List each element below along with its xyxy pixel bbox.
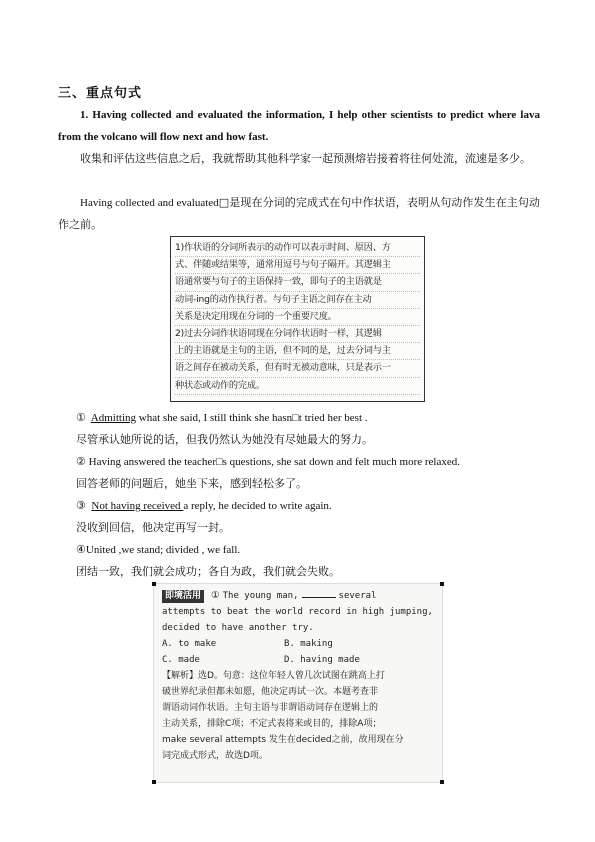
example-number: ② xyxy=(76,456,86,468)
example-number: ④ xyxy=(76,544,86,556)
example-3 xyxy=(76,497,332,515)
option-c: C. made xyxy=(162,655,200,665)
example-text: what she said, I still think she hasn□t tried her best . xyxy=(136,412,368,424)
corner-marker xyxy=(152,780,156,784)
option-b: B. making xyxy=(284,639,333,649)
option-row xyxy=(162,652,434,668)
example-2-translation: 回答老师的问题后，她坐下来，感到轻松多了。 xyxy=(76,477,307,490)
example-underlined: Not having received xyxy=(91,500,184,512)
explanation-phrase: Having collected and evaluated xyxy=(80,197,219,209)
analysis-line: 破世界纪录但都未如愿，他决定再试一次。本题考查非 xyxy=(162,687,379,697)
example-2 xyxy=(76,453,460,471)
analysis-line: 【解析】选D。句意：这位年轻人曾几次试图在跳高上打 xyxy=(162,671,385,681)
exercise-stem: several xyxy=(338,591,377,601)
example-4-translation: 团结一致，我们就会成功；各自为政，我们就会失败。 xyxy=(76,565,340,578)
section-heading: 三、重点句式 xyxy=(58,86,143,101)
corner-marker xyxy=(440,780,444,784)
grammar-explanation xyxy=(58,192,540,236)
corner-marker xyxy=(440,582,444,586)
note-line: 式、伴随或结果等，通常用逗号与句子隔开。其逻辑主 xyxy=(175,257,420,274)
note-line: 2)过去分词作状语同现在分词作状语时一样，其逻辑 xyxy=(175,326,420,343)
exercise-header xyxy=(162,588,434,604)
example-4 xyxy=(76,541,240,559)
analysis-line: 谓语动词作状语。主句主语与非谓语动词存在逻辑上的 xyxy=(162,703,379,713)
exercise-image xyxy=(153,583,443,783)
note-line: 1)作状语的分词所表示的动作可以表示时间、原因、方 xyxy=(175,240,420,257)
note-line: 种状态或动作的完成。 xyxy=(175,378,420,395)
grammar-note-image xyxy=(170,236,425,402)
example-number: ③ xyxy=(76,500,86,512)
example-3-translation: 没收到回信，他决定再写一封。 xyxy=(76,521,230,534)
exercise-stem: The young man, xyxy=(222,591,299,601)
analysis-line: 主动关系，排除C项；不定式表将来或目的，排除A项； xyxy=(162,719,382,729)
key-sentence-text: 1. Having collected and evaluated the information, I help other scientists to predict where lava from the volcano will flow next and how fast. xyxy=(58,109,540,143)
option-row xyxy=(162,636,434,652)
example-number: ① xyxy=(76,412,86,424)
note-line: 语通常要与句子的主语保持一致，即句子的主语就是 xyxy=(175,274,420,291)
example-text: Having answered the teacher□s questions, she sat down and felt much more relaxed. xyxy=(85,456,460,468)
example-1 xyxy=(76,409,368,427)
example-text: a reply, he decided to write again. xyxy=(183,500,332,512)
note-line: 语之间存在被动关系，但有时无被动意味，只是表示一 xyxy=(175,360,420,377)
example-1-translation: 尽管承认她所说的话，但我仍然认为她没有尽她最大的努力。 xyxy=(76,433,373,446)
key-sentence-english xyxy=(58,104,540,148)
key-sentence-translation: 收集和评估这些信息之后，我就帮助其他科学家一起预测熔岩接着将往何处流，流速是多少。 xyxy=(80,152,531,165)
exercise-number: ① xyxy=(211,590,220,601)
note-line: 关系是决定用现在分词的一个重要尺度。 xyxy=(175,309,420,326)
analysis-line: 词完成式形式，故选D项。 xyxy=(162,751,268,761)
example-underlined: Admitting xyxy=(90,412,137,424)
analysis-line: make several attempts 发生在decided之前，故用现在分 xyxy=(162,735,404,745)
explanation-box-char: □ xyxy=(218,196,230,209)
corner-marker xyxy=(152,582,156,586)
note-line: 动词-ing的动作执行者。与句子主语之间存在主动 xyxy=(175,292,420,309)
note-line: 上的主语就是主句的主语，但不同的是，过去分词与主 xyxy=(175,343,420,360)
exercise-badge: 即境活用 xyxy=(162,590,204,603)
option-a: A. to make xyxy=(162,639,217,649)
answer-blank xyxy=(302,588,336,598)
example-text: United ,we stand; divided , we fall. xyxy=(85,544,241,556)
exercise-stem: attempts to beat the world record in high jumping, xyxy=(162,607,433,617)
option-d: D. having made xyxy=(284,655,360,665)
explanation-text: 是现在分词的完成式在句中作状语，表明从句动作发生在主句动作之前。 xyxy=(58,196,541,231)
exercise-stem: decided to have another try. xyxy=(162,623,314,633)
